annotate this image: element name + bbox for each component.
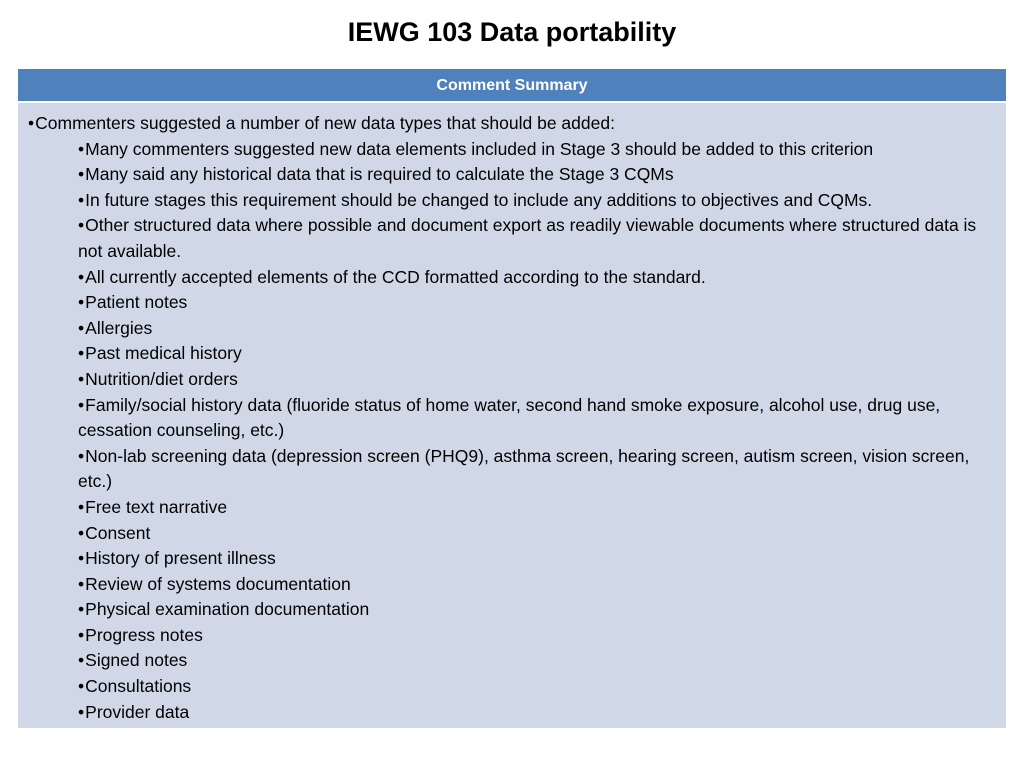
list-item (28, 572, 996, 598)
bullet-icon: • (78, 368, 85, 389)
list-item-text: Consent (85, 522, 151, 543)
list-item (28, 444, 996, 495)
list-item (28, 290, 996, 316)
bullet-icon: • (78, 266, 85, 287)
bullet-icon: • (78, 548, 85, 569)
list-item-text: Many commenters suggested new data elements included in Stage 3 should be added to this criterion (85, 138, 874, 159)
bullet-icon: • (28, 113, 35, 133)
bullet-icon: • (78, 317, 85, 338)
comment-summary-table (18, 69, 1006, 728)
list-item-text: Many said any historical data that is required to calculate the Stage 3 CQMs (85, 164, 674, 185)
list-item-text: History of present illness (85, 548, 276, 569)
list-item (28, 316, 996, 342)
list-item (28, 700, 996, 726)
list-item-text: Commenters suggested a number of new data types that should be added: (35, 113, 615, 133)
slide-title: IEWG 103 Data portability (347, 17, 677, 47)
bullet-icon: • (78, 343, 85, 364)
list-item (28, 188, 996, 214)
list-item-text: Other structured data where possible and document export as readily viewable documents where structured data is not available. (78, 215, 977, 261)
list-item-text: Free text narrative (85, 496, 228, 517)
bullet-icon: • (78, 189, 85, 210)
list-item (28, 674, 996, 700)
list-item-text: Family/social history data (fluoride status of home water, second hand smoke exposure, alcohol use, drug use, cessation counseling, etc.) (78, 394, 941, 441)
bullet-icon: • (78, 599, 85, 620)
list-item (28, 393, 996, 444)
list-item (28, 623, 996, 649)
list-item (28, 648, 996, 674)
list-item-text: Review of systems documentation (85, 573, 351, 594)
bullet-icon: • (78, 650, 85, 671)
list-item (28, 162, 996, 188)
list-item (28, 111, 996, 137)
list-item (28, 341, 996, 367)
list-item (28, 597, 996, 623)
list-item (28, 367, 996, 393)
list-item-text: Allergies (85, 317, 153, 338)
bullet-icon: • (78, 138, 85, 159)
list-item-text: Progress notes (85, 624, 203, 645)
bullet-icon: • (78, 394, 85, 415)
bullet-icon: • (78, 522, 85, 543)
bullet-icon: • (78, 496, 85, 517)
list-item (28, 521, 996, 547)
bullet-icon: • (78, 701, 85, 722)
list-item-text: Past medical history (85, 343, 242, 364)
bullet-icon: • (78, 445, 85, 466)
table-body (18, 103, 1006, 725)
list-item-text: Nutrition/diet orders (85, 368, 238, 389)
list-item-text: Signed notes (85, 650, 188, 671)
table-header: Comment Summary (18, 69, 1006, 103)
list-item (28, 495, 996, 521)
list-item-text: Physical examination documentation (85, 599, 370, 620)
bullet-icon: • (78, 573, 85, 594)
list-item-text: Non-lab screening data (depression screen (PHQ9), asthma screen, hearing screen, autism screen, vision screen, etc.) (78, 445, 970, 492)
list-item (28, 137, 996, 163)
bullet-icon: • (78, 292, 85, 313)
bullet-icon: • (78, 624, 85, 645)
list-item (28, 213, 996, 264)
list-item-text: Consultations (85, 676, 192, 697)
bullet-icon: • (78, 164, 85, 185)
list-item-text: In future stages this requirement should be changed to include any additions to objectives and CQMs. (85, 189, 873, 210)
list-item (28, 265, 996, 291)
list-item-text: Provider data (85, 701, 190, 722)
list-item (28, 546, 996, 572)
bullet-icon: • (78, 676, 85, 697)
bullet-icon: • (78, 215, 85, 236)
list-item-text: Patient notes (85, 292, 188, 313)
list-item-text: All currently accepted elements of the CCD formatted according to the standard. (85, 266, 706, 287)
